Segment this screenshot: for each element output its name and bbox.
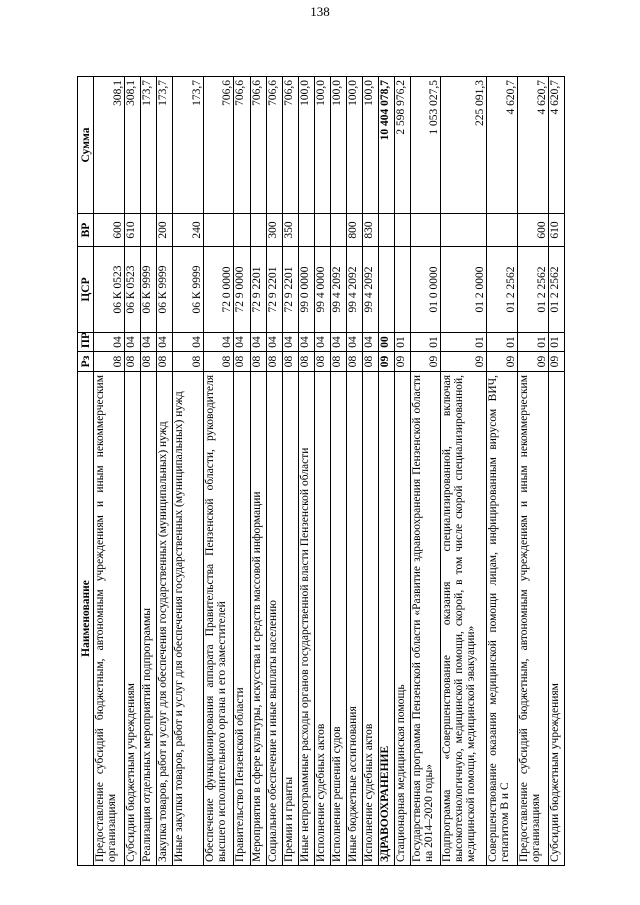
cell-csr: 01 0 0000 xyxy=(410,247,441,333)
table-row xyxy=(378,77,394,866)
cell-pr: 01 xyxy=(487,333,518,352)
cell-csr: 99 4 0000 xyxy=(314,247,330,333)
cell-pr: 04 xyxy=(346,333,362,352)
cell-csr: 06 К 0523 xyxy=(124,247,140,333)
cell-vr: 830 xyxy=(362,214,378,247)
cell-rz: 08 xyxy=(156,352,172,372)
cell-rz: 08 xyxy=(266,352,282,372)
cell-vr xyxy=(298,214,314,247)
cell-sum: 225 091,3 xyxy=(441,77,487,214)
cell-rz: 09 xyxy=(548,352,564,372)
table-row xyxy=(203,77,234,866)
table-row xyxy=(394,77,410,866)
cell-vr xyxy=(203,214,234,247)
cell-name: Совершенствование оказания медицинской помощи лицам, инфицированным вирусом ВИЧ, гепатитом В и С xyxy=(487,372,518,866)
cell-rz: 09 xyxy=(410,352,441,372)
cell-rz: 08 xyxy=(282,352,298,372)
cell-pr: 04 xyxy=(250,333,266,352)
cell-sum: 1 053 027,5 xyxy=(410,77,441,214)
cell-sum: 706,6 xyxy=(266,77,282,214)
cell-name: Подпрограмма «Совершенствование оказания специализированной, включая высокотехнологичную, медицинской помощи, скорой, в том числе скорой специализированной, медицинской помощи, медицинской эвакуации» xyxy=(441,372,487,866)
cell-rz: 08 xyxy=(250,352,266,372)
cell-csr: 06 К 9999 xyxy=(156,247,172,333)
cell-vr xyxy=(140,214,156,247)
header-vr: ВР xyxy=(78,214,94,247)
cell-vr: 800 xyxy=(346,214,362,247)
header-rz: Рз xyxy=(78,352,94,372)
cell-name: Обеспечение функционирования аппарата Правительства Пензенской области, руководителя высшего исполнительного органа и его заместителей xyxy=(203,372,234,866)
cell-csr xyxy=(378,247,394,333)
cell-pr: 04 xyxy=(94,333,125,352)
table-row xyxy=(548,77,564,866)
cell-pr: 04 xyxy=(362,333,378,352)
header-sum: Сумма xyxy=(78,77,94,214)
table-row xyxy=(140,77,156,866)
cell-vr xyxy=(410,214,441,247)
cell-sum: 308,1 xyxy=(94,77,125,214)
cell-vr xyxy=(234,214,250,247)
cell-sum: 4 620,7 xyxy=(548,77,564,214)
cell-rz: 08 xyxy=(362,352,378,372)
cell-csr: 72 9 2201 xyxy=(266,247,282,333)
cell-vr: 300 xyxy=(266,214,282,247)
cell-vr xyxy=(441,214,487,247)
cell-csr: 06 К 9999 xyxy=(172,247,203,333)
table-row xyxy=(234,77,250,866)
cell-pr: 01 xyxy=(548,333,564,352)
cell-rz: 08 xyxy=(234,352,250,372)
table-row xyxy=(517,77,548,866)
cell-sum: 706,6 xyxy=(282,77,298,214)
cell-pr: 04 xyxy=(330,333,346,352)
cell-name: Премии и гранты xyxy=(282,372,298,866)
cell-csr: 06 К 0523 xyxy=(94,247,125,333)
header-name: Наименование xyxy=(78,372,94,866)
table-row xyxy=(156,77,172,866)
cell-sum: 706,6 xyxy=(203,77,234,214)
cell-sum: 173,7 xyxy=(172,77,203,214)
cell-csr: 72 9 2201 xyxy=(282,247,298,333)
cell-rz: 08 xyxy=(330,352,346,372)
cell-name: Исполнение судебных актов xyxy=(362,372,378,866)
cell-name: Предоставление субсидий бюджетным, автономным учреждениям и иным некоммерческим организациям xyxy=(517,372,548,866)
cell-name: Государственная программа Пензенской области «Развитие здравоохранения Пензенской области на 2014–2020 годы» xyxy=(410,372,441,866)
cell-name: Предоставление субсидий бюджетным, автономным учреждениям и иным некоммерческим организациям xyxy=(94,372,125,866)
table-row xyxy=(172,77,203,866)
cell-sum: 100,0 xyxy=(362,77,378,214)
table-row xyxy=(441,77,487,866)
cell-csr: 06 К 9999 xyxy=(140,247,156,333)
cell-csr: 01 2 0000 xyxy=(441,247,487,333)
cell-vr: 350 xyxy=(282,214,298,247)
cell-name: Закупка товаров, работ и услуг для обеспечения государственных (муниципальных) нужд xyxy=(156,372,172,866)
cell-pr: 01 xyxy=(394,333,410,352)
cell-vr xyxy=(378,214,394,247)
cell-csr: 01 2 2562 xyxy=(548,247,564,333)
cell-sum: 100,0 xyxy=(298,77,314,214)
cell-pr: 04 xyxy=(282,333,298,352)
cell-rz: 08 xyxy=(298,352,314,372)
cell-sum: 173,7 xyxy=(140,77,156,214)
cell-name: Иные закупки товаров, работ и услуг для обеспечения государственных (муниципальных) нужд xyxy=(172,372,203,866)
cell-vr: 600 xyxy=(517,214,548,247)
cell-vr xyxy=(250,214,266,247)
cell-name: Социальное обеспечение и иные выплаты населению xyxy=(266,372,282,866)
cell-name: Исполнение решений судов xyxy=(330,372,346,866)
cell-sum: 706,6 xyxy=(234,77,250,214)
table-row xyxy=(314,77,330,866)
budget-table-sheet xyxy=(77,77,565,866)
cell-name: Правительство Пензенской области xyxy=(234,372,250,866)
cell-csr: 99 4 2092 xyxy=(330,247,346,333)
cell-pr: 01 xyxy=(517,333,548,352)
cell-vr xyxy=(394,214,410,247)
cell-name: ЗДРАВООХРАНЕНИЕ xyxy=(378,372,394,866)
table-row xyxy=(410,77,441,866)
cell-pr: 04 xyxy=(172,333,203,352)
cell-sum: 4 620,7 xyxy=(517,77,548,214)
cell-sum: 100,0 xyxy=(330,77,346,214)
table-row xyxy=(124,77,140,866)
cell-sum: 10 404 078,7 xyxy=(378,77,394,214)
cell-pr: 04 xyxy=(298,333,314,352)
cell-pr: 01 xyxy=(410,333,441,352)
table-row xyxy=(330,77,346,866)
cell-pr: 00 xyxy=(378,333,394,352)
cell-rz: 09 xyxy=(378,352,394,372)
table-row xyxy=(362,77,378,866)
cell-csr: 99 0 0000 xyxy=(298,247,314,333)
cell-rz: 08 xyxy=(124,352,140,372)
cell-rz: 08 xyxy=(140,352,156,372)
cell-sum: 100,0 xyxy=(346,77,362,214)
cell-csr: 99 4 2092 xyxy=(346,247,362,333)
cell-sum: 706,6 xyxy=(250,77,266,214)
cell-pr: 04 xyxy=(266,333,282,352)
cell-name: Субсидии бюджетным учреждениям xyxy=(124,372,140,866)
cell-sum: 308,1 xyxy=(124,77,140,214)
cell-pr: 04 xyxy=(140,333,156,352)
cell-rz: 09 xyxy=(394,352,410,372)
cell-name: Стационарная медицинская помощь xyxy=(394,372,410,866)
cell-name: Иные бюджетные ассигнования xyxy=(346,372,362,866)
header-csr: ЦСР xyxy=(78,247,94,333)
cell-csr: 72 9 0000 xyxy=(234,247,250,333)
table-row xyxy=(298,77,314,866)
table-row xyxy=(487,77,518,866)
cell-name: Реализация отдельных мероприятий подпрограммы xyxy=(140,372,156,866)
cell-name: Исполнение судебных актов xyxy=(314,372,330,866)
cell-sum: 100,0 xyxy=(314,77,330,214)
table-row xyxy=(94,77,125,866)
cell-vr xyxy=(487,214,518,247)
cell-sum: 4 620,7 xyxy=(487,77,518,214)
cell-rz: 09 xyxy=(441,352,487,372)
table-row xyxy=(346,77,362,866)
cell-csr: 01 2 2562 xyxy=(487,247,518,333)
cell-name: Субсидии бюджетным учреждениям xyxy=(548,372,564,866)
cell-vr: 600 xyxy=(94,214,125,247)
cell-pr: 04 xyxy=(203,333,234,352)
cell-pr: 04 xyxy=(156,333,172,352)
header-pr: ПР xyxy=(78,333,94,352)
cell-rz: 08 xyxy=(172,352,203,372)
table-body xyxy=(94,77,565,866)
cell-csr: 72 0 0000 xyxy=(203,247,234,333)
cell-rz: 08 xyxy=(314,352,330,372)
budget-table xyxy=(77,76,565,866)
cell-csr: 01 2 2562 xyxy=(517,247,548,333)
cell-pr: 04 xyxy=(124,333,140,352)
cell-pr: 04 xyxy=(314,333,330,352)
cell-rz: 08 xyxy=(346,352,362,372)
cell-pr: 01 xyxy=(441,333,487,352)
cell-sum: 173,7 xyxy=(156,77,172,214)
cell-rz: 08 xyxy=(94,352,125,372)
cell-rz: 09 xyxy=(517,352,548,372)
cell-vr: 200 xyxy=(156,214,172,247)
cell-rz: 08 xyxy=(203,352,234,372)
table-header-row xyxy=(78,77,94,866)
table-row xyxy=(282,77,298,866)
cell-vr xyxy=(314,214,330,247)
cell-vr: 240 xyxy=(172,214,203,247)
cell-pr: 04 xyxy=(234,333,250,352)
cell-csr: 99 4 2092 xyxy=(362,247,378,333)
cell-csr xyxy=(394,247,410,333)
cell-vr: 610 xyxy=(548,214,564,247)
table-row xyxy=(250,77,266,866)
cell-name: Мероприятия в сфере культуры, искусства и средств массовой информации xyxy=(250,372,266,866)
cell-name: Иные непрограммные расходы органов государственной власти Пензенской области xyxy=(298,372,314,866)
cell-csr: 72 9 2201 xyxy=(250,247,266,333)
page-number: 138 xyxy=(310,4,330,19)
table-row xyxy=(266,77,282,866)
cell-vr xyxy=(330,214,346,247)
cell-vr: 610 xyxy=(124,214,140,247)
cell-sum: 2 598 976,2 xyxy=(394,77,410,214)
cell-rz: 09 xyxy=(487,352,518,372)
